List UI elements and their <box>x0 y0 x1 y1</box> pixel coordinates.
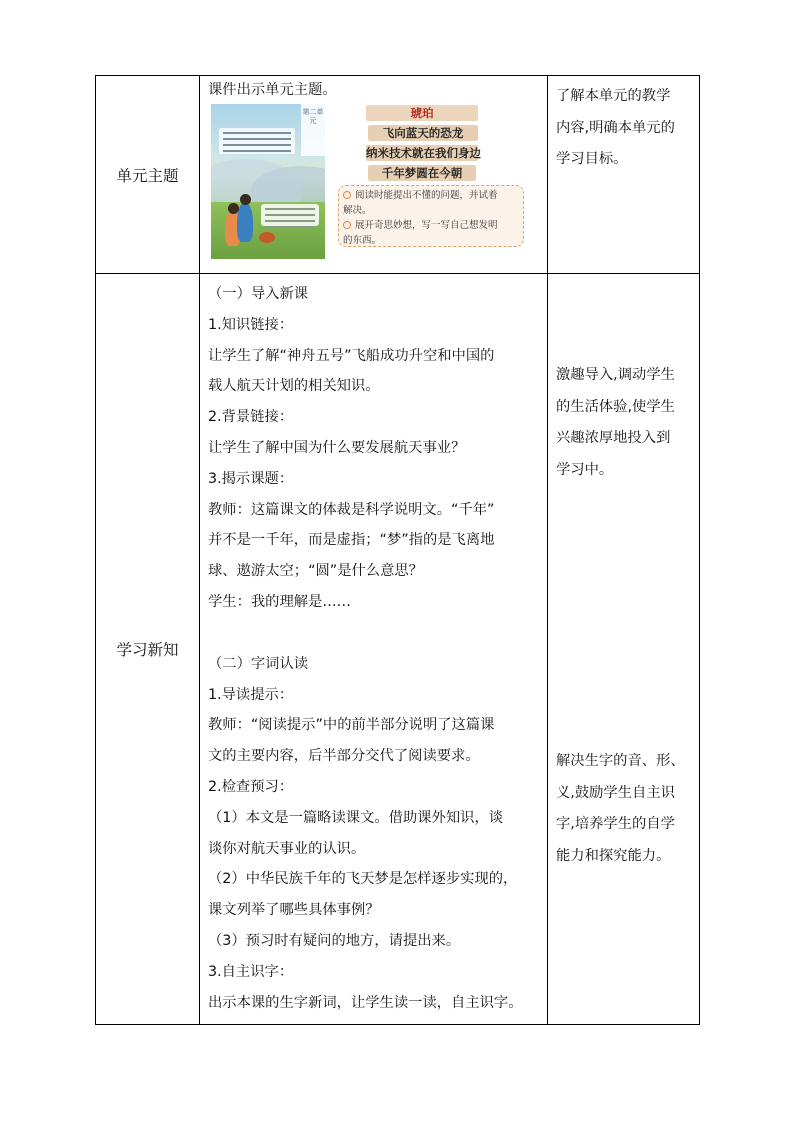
lesson-title: 琥珀 <box>366 105 478 121</box>
note-line: 兴趣浓厚地投入到 <box>556 430 671 446</box>
content-line: 让学生了解“神舟五号”飞船成功升空和中国的 <box>208 347 495 364</box>
content-line: 教师：这篇课文的体裁是科学说明文。“千年” <box>208 501 495 518</box>
lesson-plan-table <box>95 75 700 1025</box>
content-line: 1.知识链接： <box>208 316 294 333</box>
content-line: 球、遨游太空；“圆”是什么意思？ <box>208 563 423 580</box>
new-knowledge-content <box>200 274 548 1025</box>
bullet-circle-icon <box>343 191 351 199</box>
content-line: 3.自主识字： <box>208 963 294 980</box>
goal-text: 解决。 <box>343 205 372 216</box>
unit-theme-row <box>96 76 700 274</box>
note-line: 学习目标。 <box>556 151 628 167</box>
row-heading: 学习新知 <box>96 274 200 1025</box>
unit-theme-content <box>200 76 548 274</box>
lesson-title: 纳米技术就在我们身边 <box>366 146 481 160</box>
goal-text: 的东西。 <box>343 235 382 246</box>
content-line: 学生：我的理解是…… <box>208 593 351 610</box>
unit-goals-box <box>338 185 524 247</box>
content-line: （2）中华民族千年的飞天梦是怎样逐步实现的， <box>208 871 518 888</box>
theme-intro: 课件出示单元主题。 <box>208 82 337 98</box>
content-line: （一）导入新课 <box>208 286 309 302</box>
content-line: 教师：“阅读提示”中的前半部分说明了这篇课 <box>208 717 495 734</box>
bullet-circle-icon <box>343 221 351 229</box>
lesson-title: 千年梦圆在今朝 <box>368 165 476 181</box>
content-line: 课文列举了哪些具体事例？ <box>208 902 380 919</box>
content-line: 谈你对航天事业的认识。 <box>208 840 366 857</box>
cover-band <box>301 104 325 156</box>
content-line: 3.揭示课题： <box>208 470 294 487</box>
content-line: 并不是一千年，而是虚指；“梦”指的是飞离地 <box>208 532 495 549</box>
lesson-title: 飞向蓝天的恐龙 <box>368 125 478 141</box>
row-heading: 单元主题 <box>96 76 200 274</box>
content-line: （3）预习时有疑问的地方，请提出来。 <box>208 932 461 949</box>
note-line: 字,培养学生的自学 <box>556 816 675 832</box>
lesson-list <box>366 105 481 185</box>
note-line: 学习中。 <box>556 461 614 478</box>
note-line: 能力和探究能力。 <box>556 847 671 864</box>
unit-theme-note <box>548 76 700 274</box>
content-line: （1）本文是一篇略读课文。借助课外知识，谈 <box>208 809 504 826</box>
unit-theme-illustration <box>208 101 547 263</box>
content-line: 2.检查预习： <box>208 778 294 795</box>
content-line: 1.导读提示： <box>208 686 294 703</box>
content-line: 让学生了解中国为什么要发展航天事业？ <box>208 439 466 456</box>
cover-band-text: 第二单元 <box>302 108 324 125</box>
content-line: 2.背景链接： <box>208 409 294 426</box>
note-line: 解决生字的音、形、 <box>556 753 685 769</box>
note-line: 内容,明确本单元的 <box>556 119 675 136</box>
note-line: 义,鼓励学生自主识 <box>556 784 675 801</box>
note-line: 了解本单元的教学 <box>556 88 671 104</box>
goal-text: 展开奇思妙想，写一写自己想发明 <box>355 220 498 231</box>
content-line: 载人航天计划的相关知识。 <box>208 378 380 395</box>
goal-text: 阅读时能提出不懂的问题，并试着 <box>355 190 498 201</box>
note-line: 激趣导入,调动学生 <box>556 367 675 383</box>
content-line: （二）字词认读 <box>208 655 309 672</box>
unit-cover-image <box>211 104 325 259</box>
new-knowledge-note <box>548 274 700 1025</box>
content-line: 文的主要内容，后半部分交代了阅读要求。 <box>208 748 480 765</box>
content-line: 出示本课的生字新词，让学生读一读，自主识字。 <box>208 994 523 1011</box>
note-line: 的生活体验,使学生 <box>556 398 675 415</box>
new-knowledge-row <box>96 274 700 1025</box>
